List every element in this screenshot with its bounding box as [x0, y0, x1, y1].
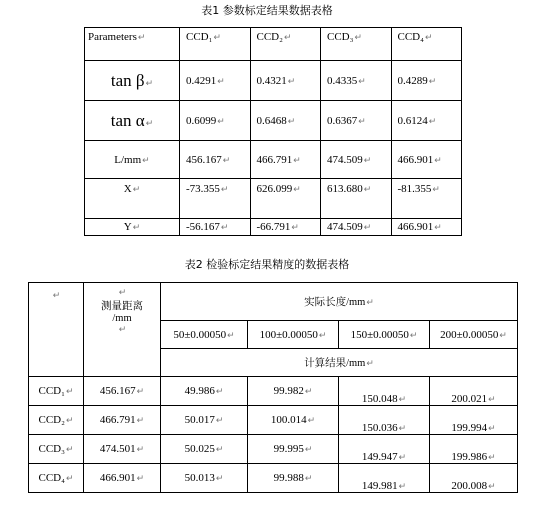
table2-row	[29, 464, 518, 493]
table2-distance-cell: 466.791↵	[84, 406, 161, 435]
table2-cell: 50.013↵	[161, 464, 248, 493]
table2-distance-cell: 466.901↵	[84, 464, 161, 493]
table2-cell: 99.988↵	[248, 464, 339, 493]
table1-cell: -66.791↵	[250, 219, 321, 236]
table1-row	[85, 101, 462, 141]
table1-row-label: Y↵	[85, 219, 180, 236]
table1-header-cell: CCD₃↵	[321, 28, 392, 61]
table1-cell: 456.167↵	[180, 141, 251, 179]
computed-result-header: 计算结果/mm↵	[161, 349, 518, 377]
table1-cell: 0.4335↵	[321, 61, 392, 101]
table1-cell: -81.355↵	[391, 179, 462, 219]
length-col-header: 100±0.00050↵	[248, 321, 339, 349]
table1-row-label: L/mm↵	[85, 141, 180, 179]
table2-cell: 149.981↵	[339, 464, 430, 493]
table1-header-cell: Parameters↵	[85, 28, 180, 61]
table2-row-label: CCD₂↵	[29, 406, 84, 435]
table2-cell: 50.025↵	[161, 435, 248, 464]
table2-row	[29, 406, 518, 435]
table2-cell: 49.986↵	[161, 377, 248, 406]
table2-row-label: CCD₁↵	[29, 377, 84, 406]
table1-cell: -56.167↵	[180, 219, 251, 236]
table2-row	[29, 377, 518, 406]
measured-distance-header: ↵ 测量距离 /mm ↵	[84, 283, 161, 377]
table1-cell: 474.509↵	[321, 219, 392, 236]
table1-cell: 0.6124↵	[391, 101, 462, 141]
table1-cell: 0.6099↵	[180, 101, 251, 141]
table1-cell: -73.355↵	[180, 179, 251, 219]
table2-cell: 199.986↵	[430, 435, 518, 464]
table2-cell: 149.947↵	[339, 435, 430, 464]
table2-cell: 200.021↵	[430, 377, 518, 406]
actual-length-header: 实际长度/mm↵	[161, 283, 518, 321]
table1-row	[85, 219, 462, 236]
table2-row-label: CCD₃↵	[29, 435, 84, 464]
table1-cell: 0.4289↵	[391, 61, 462, 101]
table2-cell: 50.017↵	[161, 406, 248, 435]
table1-cell: 466.791↵	[250, 141, 321, 179]
table1-caption: 表1 参数标定结果数据表格	[201, 4, 333, 17]
table1-cell: 0.4321↵	[250, 61, 321, 101]
table1-cell: 466.901↵	[391, 141, 462, 179]
table1-cell: 626.099↵	[250, 179, 321, 219]
table1-cell: 0.6468↵	[250, 101, 321, 141]
table1-row-label: X↵	[85, 179, 180, 219]
table1-cell: 474.509↵	[321, 141, 392, 179]
table1-row	[85, 141, 462, 179]
table1-row	[85, 61, 462, 101]
table2-distance-cell: 474.501↵	[84, 435, 161, 464]
table2-cell: 150.036↵	[339, 406, 430, 435]
table1-cell: 0.6367↵	[321, 101, 392, 141]
table1-row-label: tan β↵	[85, 61, 180, 101]
table2-row	[29, 435, 518, 464]
table1-cell: 613.680↵	[321, 179, 392, 219]
table2-cell: 100.014↵	[248, 406, 339, 435]
table2-header-row	[29, 283, 518, 321]
table2-cell: 150.048↵	[339, 377, 430, 406]
table2-cell: 99.982↵	[248, 377, 339, 406]
length-col-header: 200±0.00050↵	[430, 321, 518, 349]
table2-row-label: CCD₄↵	[29, 464, 84, 493]
table2-corner-cell: ↵	[29, 283, 84, 377]
table1-header-row	[85, 28, 462, 61]
table2-distance-cell: 456.167↵	[84, 377, 161, 406]
table1-header-cell: CCD₄↵	[391, 28, 462, 61]
table1-header-cell: CCD₂↵	[250, 28, 321, 61]
table1-cell: 0.4291↵	[180, 61, 251, 101]
table2-cell: 199.994↵	[430, 406, 518, 435]
table2-caption: 表2 检验标定结果精度的数据表格	[184, 258, 350, 271]
accuracy-check-table	[28, 282, 518, 493]
length-col-header: 50±0.00050↵	[161, 321, 248, 349]
table1-row-label: tan α↵	[85, 101, 180, 141]
table1-header-cell: CCD₁↵	[180, 28, 251, 61]
length-col-header: 150±0.00050↵	[339, 321, 430, 349]
table2-cell: 99.995↵	[248, 435, 339, 464]
table1-cell: 466.901↵	[391, 219, 462, 236]
table2-cell: 200.008↵	[430, 464, 518, 493]
calibration-parameters-table	[84, 27, 462, 236]
table1-row	[85, 179, 462, 219]
